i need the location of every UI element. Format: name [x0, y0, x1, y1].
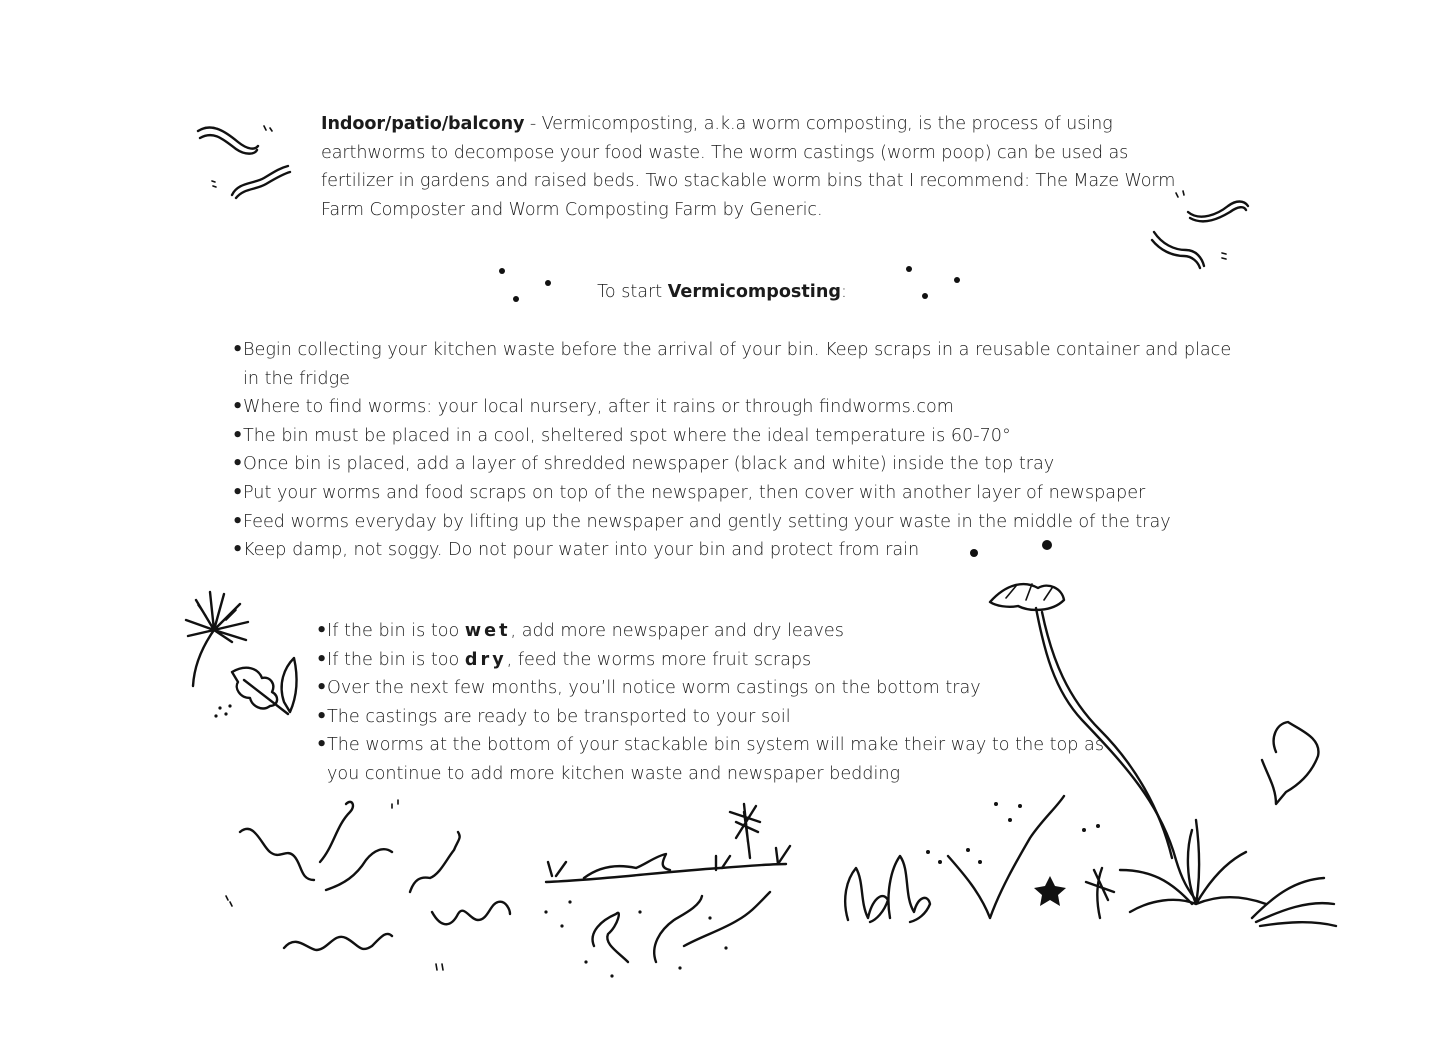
intro-lead: Indoor/patio/balcony [321, 114, 525, 134]
list-item: • Once bin is placed, add a layer of shredded newspaper (black and white) inside the top tray [232, 450, 1242, 479]
list-item: • The worms at the bottom of your stackable bin system will make their way to the top as you continue to add more kitchen waste and newspaper bedding [316, 731, 1126, 788]
list-item: • Put your worms and food scraps on top of the newspaper, then cover with another layer of newspaper [232, 479, 1242, 508]
tip-wet [316, 617, 1126, 646]
worm-icon [212, 166, 290, 198]
steps-list [232, 336, 1242, 565]
worm-icon [198, 126, 272, 154]
tip-dry-suffix: , feed the worms more fruit scraps [506, 649, 812, 670]
tips-list [316, 617, 1126, 789]
worm-icon [1152, 232, 1226, 268]
tip-dry-prefix: If the bin is too [327, 649, 465, 670]
list-item: • Feed worms everyday by lifting up the newspaper and gently setting your waste in the middle of the tray [232, 508, 1242, 537]
flower-icon [186, 592, 248, 686]
start-heading-suffix: : [840, 282, 847, 302]
list-item: • Over the next few months, you’ll notice worm castings on the bottom tray [316, 674, 1126, 703]
tip-dry [316, 646, 1126, 675]
intro-paragraph [321, 110, 1181, 225]
start-heading [0, 279, 1444, 305]
tip-wet-em: wet [464, 621, 511, 641]
list-item: • Begin collecting your kitchen waste before the arrival of your bin. Keep scraps in a reusable container and place in the fridge [232, 336, 1242, 393]
start-heading-prefix: To start [597, 282, 668, 302]
list-item: • The castings are ready to be transported to your soil [316, 703, 1126, 732]
leaf-icon [214, 658, 296, 718]
intro-text: - Vermicomposting, a.k.a worm composting, is the process of using earthworms to decompose your food waste. The worm castings (worm poop) can be used as fertilizer in gardens and raised beds. Two stackable worm bins that I recommend: The Maze Worm Farm Composter and Worm Composting Farm by Generic. [321, 114, 1176, 221]
plant-icon [845, 796, 1114, 922]
list-item: • Keep damp, not soggy. Do not pour water into your bin and protect from rain [232, 536, 1242, 565]
tip-wet-prefix: If the bin is too [327, 621, 465, 641]
worm-icon [226, 800, 510, 970]
start-heading-strong: Vermicomposting [667, 282, 841, 302]
list-item: • Where to find worms: your local nursery, after it rains or through findworms.com [232, 393, 1242, 422]
worm-icon [1176, 191, 1248, 221]
soil-icon [544, 804, 790, 978]
list-item: • The bin must be placed in a cool, sheltered spot where the ideal temperature is 60-70° [232, 422, 1242, 451]
tip-wet-suffix: , add more newspaper and dry leaves [510, 621, 844, 641]
tip-dry-em: dry [464, 649, 507, 670]
